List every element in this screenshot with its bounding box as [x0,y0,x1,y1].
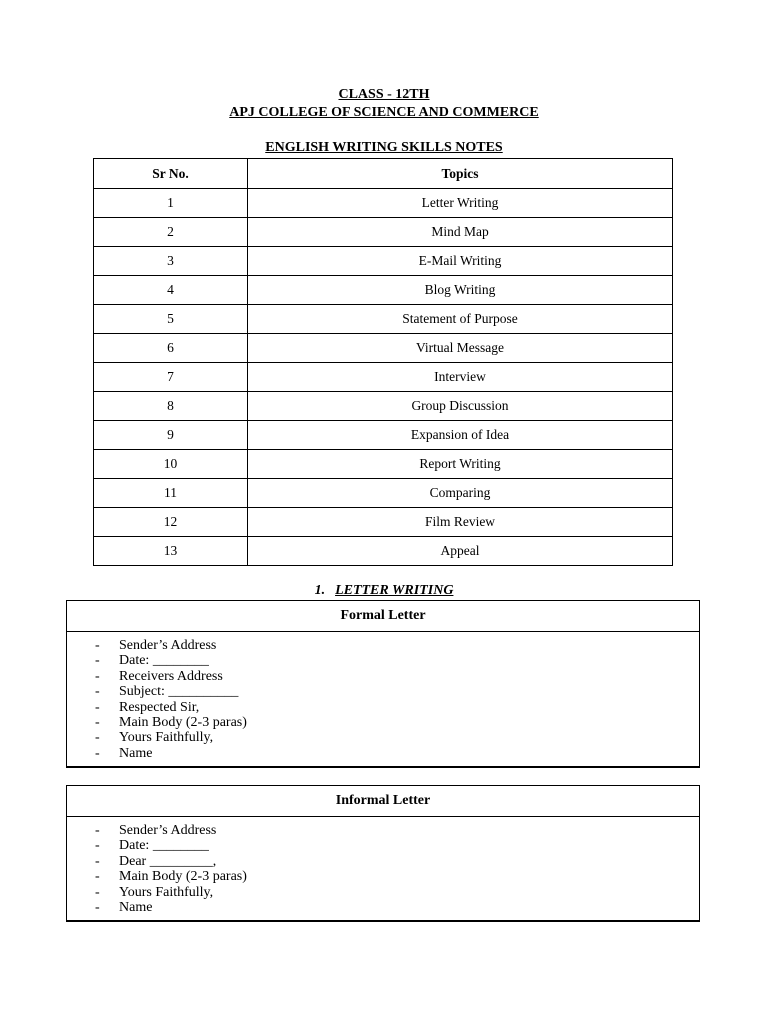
bullet-dash: - [95,853,100,869]
table-row [94,334,673,363]
section-heading [0,582,768,599]
list-item-text: Date: ________ [119,653,209,669]
list-item [95,746,699,761]
table-cell-topic: Expansion of Idea [248,421,673,450]
list-item-text: Sender’s Address [119,638,217,653]
section-number: 1. [314,583,326,598]
bullet-dash: - [95,823,100,838]
table-row [94,537,673,566]
bullet-dash: - [95,884,100,900]
table-row [94,508,673,537]
list-item-text: Name [119,745,153,761]
list-item [95,653,699,668]
table-cell-topic: Letter Writing [248,189,673,218]
table-row [94,479,673,508]
table-row [94,247,673,276]
list-item-text: Main Body (2-3 paras) [119,714,247,730]
table-cell-sr-no: 5 [94,305,248,334]
informal-letter-box [66,785,700,922]
table-row [94,392,673,421]
table-row [94,189,673,218]
table-cell-sr-no: 7 [94,363,248,392]
bullet-dash: - [95,730,100,746]
bullet-dash: - [95,899,100,915]
list-item [95,838,699,853]
list-item-text: Main Body (2-3 paras) [119,869,247,885]
table-cell-sr-no: 8 [94,392,248,421]
list-item [95,715,699,730]
formal-letter-box [66,600,700,768]
table-row [94,218,673,247]
list-item [95,684,699,699]
college-heading: APJ COLLEGE OF SCIENCE AND COMMERCE [229,105,539,120]
bullet-dash: - [95,638,100,653]
list-item-text: Yours Faithfully, [119,730,214,746]
class-heading: CLASS - 12TH [338,87,430,102]
list-item-text: Respected Sir, [119,699,200,715]
bullet-dash: - [95,745,100,761]
bullet-dash: - [95,869,100,885]
table-row [94,450,673,479]
list-item [95,869,699,884]
table-row [94,276,673,305]
list-item [95,669,699,684]
list-item-text: Sender’s Address [119,823,217,838]
table-cell-topic: Film Review [248,508,673,537]
list-item [95,730,699,745]
topics-table [93,158,673,566]
list-item-text: Yours Faithfully, [119,884,214,900]
list-item [95,700,699,715]
bullet-dash: - [95,714,100,730]
table-cell-topic: Statement of Purpose [248,305,673,334]
bullet-dash: - [95,653,100,669]
table-cell-topic: Blog Writing [248,276,673,305]
table-cell-topic: Interview [248,363,673,392]
table-cell-topic: Report Writing [248,450,673,479]
list-item-text: Name [119,899,153,915]
topics-table-body [94,189,673,566]
bullet-dash: - [95,699,100,715]
list-item-text: Date: ________ [119,838,209,854]
informal-letter-list [67,817,699,915]
column-header-topics: Topics [248,159,673,189]
table-cell-sr-no: 11 [94,479,248,508]
list-item-text: Receivers Address [119,668,223,684]
bullet-dash: - [95,668,100,684]
table-cell-sr-no: 6 [94,334,248,363]
notes-title: ENGLISH WRITING SKILLS NOTES [265,140,503,155]
table-cell-sr-no: 9 [94,421,248,450]
table-header-row [94,159,673,189]
bullet-dash: - [95,684,100,700]
table-cell-sr-no: 3 [94,247,248,276]
table-cell-sr-no: 12 [94,508,248,537]
table-cell-topic: Virtual Message [248,334,673,363]
column-header-sr-no: Sr No. [94,159,248,189]
table-cell-topic: Appeal [248,537,673,566]
formal-letter-title: Formal Letter [67,601,699,632]
table-cell-topic: Mind Map [248,218,673,247]
table-cell-sr-no: 1 [94,189,248,218]
informal-letter-title: Informal Letter [67,786,699,817]
list-item-text: Subject: __________ [119,684,239,700]
table-cell-sr-no: 4 [94,276,248,305]
table-cell-topic: Group Discussion [248,392,673,421]
bullet-dash: - [95,838,100,854]
table-row [94,305,673,334]
table-cell-topic: E-Mail Writing [248,247,673,276]
list-item [95,638,699,653]
list-item [95,823,699,838]
section-title: LETTER WRITING [335,583,454,598]
table-cell-sr-no: 2 [94,218,248,247]
table-row [94,363,673,392]
list-item [95,885,699,900]
list-item [95,900,699,915]
list-item-text: Dear _________, [119,853,217,869]
table-row [94,421,673,450]
table-cell-sr-no: 13 [94,537,248,566]
table-cell-topic: Comparing [248,479,673,508]
formal-letter-list [67,632,699,761]
table-cell-sr-no: 10 [94,450,248,479]
list-item [95,854,699,869]
